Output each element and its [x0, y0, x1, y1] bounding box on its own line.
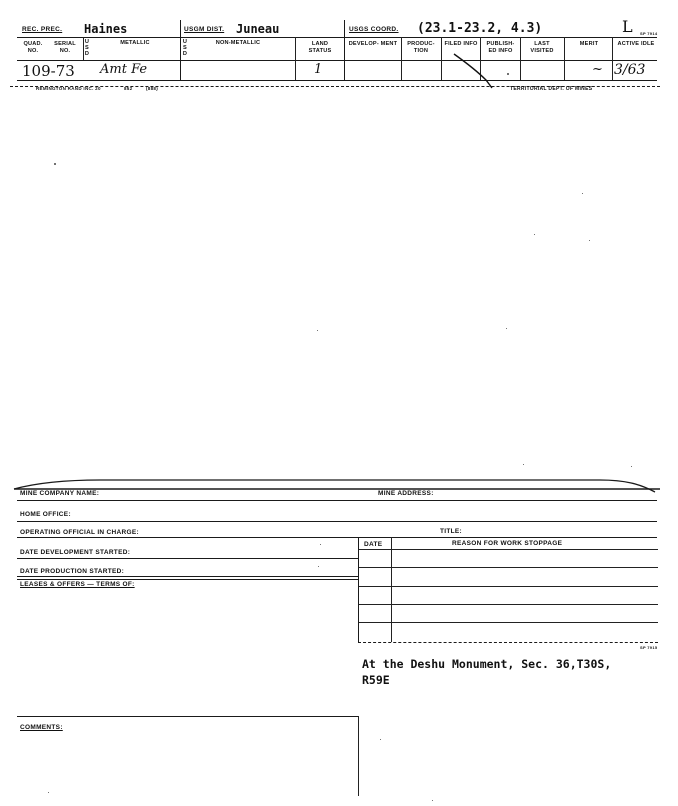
col-metallic-usd: U S D	[84, 39, 90, 57]
speck	[523, 464, 524, 465]
speck	[589, 240, 590, 241]
top-footer-code2: (888)	[146, 86, 159, 91]
rec-prec-value: Haines	[84, 22, 128, 36]
top-card	[0, 0, 678, 100]
row-quad-serial: 109-73	[22, 62, 75, 80]
col-published-info: PUBLISH- ED INFO	[486, 41, 515, 54]
col-production: PRODUC- TION	[407, 41, 435, 54]
home-office-label: HOME OFFICE:	[20, 511, 71, 518]
col-nonmetallic-usd: U S D	[182, 39, 188, 57]
row-land-status: 1	[314, 62, 323, 77]
date-dev-started-label: DATE DEVELOPMENT STARTED:	[20, 549, 131, 556]
usgm-dist-value: Juneau	[236, 22, 280, 36]
speck	[506, 328, 507, 329]
rec-prec-label: REC. PREC.	[22, 26, 63, 33]
location-note: At the Deshu Monument, Sec. 36,T30S, R59E	[362, 657, 612, 687]
bottom-form-number: SP 7915	[640, 645, 658, 650]
col-metallic: METALLIC	[120, 40, 150, 46]
speck	[317, 330, 318, 331]
speck	[534, 234, 535, 235]
row-active-idle: 3/63	[614, 62, 646, 78]
speck	[631, 466, 632, 467]
col-development: DEVELOP- MENT	[348, 41, 398, 47]
date-col-label: DATE	[364, 541, 383, 548]
usgm-dist-label: USGM DIST.	[184, 26, 225, 33]
col-merit: MERIT	[579, 41, 599, 47]
usgs-coord-label: USGS COORD.	[349, 26, 399, 33]
col-nonmetallic: NON-METALLIC	[215, 40, 261, 46]
top-form-number: SP 7914	[640, 31, 658, 36]
date-prod-started-label: DATE PRODUCTION STARTED:	[20, 568, 125, 575]
operating-official-label: OPERATING OFFICIAL IN CHARGE:	[20, 529, 139, 536]
card-top-curve	[0, 470, 678, 500]
col-filed-info: FILED INFO	[444, 41, 478, 47]
comments-label: COMMENTS:	[20, 724, 63, 731]
col-quad-no: QUAD. NO.	[23, 41, 43, 54]
row-metallic: Amt Fe	[100, 62, 148, 77]
top-footer-code1: 852	[124, 86, 133, 91]
bottom-card	[0, 470, 678, 806]
pen-stroke-mark	[450, 50, 510, 90]
usgs-coord-value: (23.1-23.2, 4.3)	[417, 21, 543, 36]
title-label: TITLE:	[440, 528, 463, 535]
mine-address-label: MINE ADDRESS:	[378, 490, 434, 497]
reason-col-label: REASON FOR WORK STOPPAGE	[452, 540, 563, 547]
col-active-idle: ACTIVE IDLE	[617, 41, 655, 47]
top-footer-left: REMINGTON RAND INC. 20	[36, 86, 101, 91]
col-last-visited: LAST VISITED	[530, 41, 554, 54]
mine-company-name-label: MINE COMPANY NAME:	[20, 490, 100, 497]
leases-label: LEASES & OFFERS — TERMS OF:	[20, 581, 135, 588]
col-land-status: LAND STATUS	[308, 41, 332, 54]
corner-mark: L	[622, 17, 633, 36]
row-merit: ~	[592, 62, 603, 77]
speck	[582, 193, 583, 194]
top-footer-right: TERRITORIAL DEPT. OF MINES	[510, 86, 593, 92]
col-serial-no: SERIAL NO.	[54, 41, 76, 54]
speck	[54, 163, 56, 165]
